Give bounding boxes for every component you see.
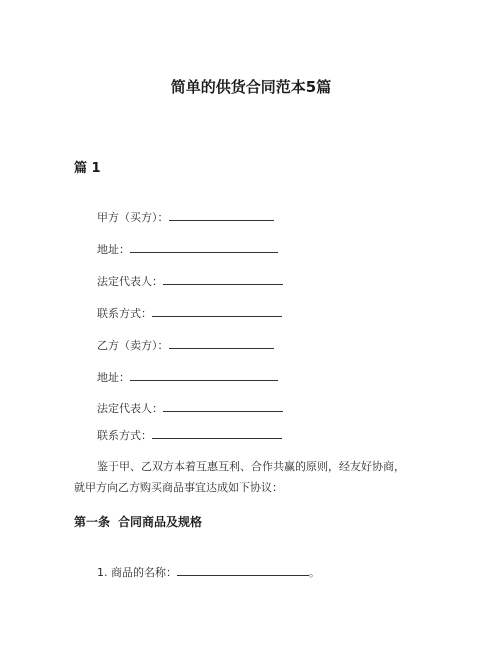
list-item bbox=[97, 564, 320, 581]
fill-blank bbox=[169, 337, 274, 349]
field-label: 联系方式： bbox=[97, 307, 152, 320]
seller-name-field bbox=[97, 337, 274, 354]
intro-line: 就甲方向乙方购买商品事宜达成如下协议： bbox=[74, 481, 283, 494]
document-title: 简单的供货合同范本5篇 bbox=[170, 78, 332, 96]
article-number: 第一条 bbox=[74, 515, 111, 529]
field-label: 甲方（买方）： bbox=[97, 211, 169, 224]
field-label: 乙方（卖方）： bbox=[97, 339, 169, 352]
field-label: 联系方式： bbox=[97, 429, 152, 442]
buyer-representative-field bbox=[97, 273, 283, 290]
section-heading: 篇 1 bbox=[74, 161, 101, 176]
buyer-address-field bbox=[97, 241, 278, 258]
field-label: 法定代表人： bbox=[97, 402, 163, 415]
seller-contact-field bbox=[97, 427, 282, 444]
fill-blank bbox=[163, 273, 283, 285]
fill-blank bbox=[152, 305, 282, 317]
buyer-contact-field bbox=[97, 305, 282, 322]
fill-blank bbox=[152, 427, 282, 439]
seller-representative-field bbox=[97, 400, 283, 417]
field-label: 地址： bbox=[97, 243, 130, 256]
article-heading bbox=[74, 513, 202, 531]
item-label: 商品的名称： bbox=[111, 566, 177, 579]
fill-blank bbox=[163, 400, 283, 412]
item-suffix: 。 bbox=[309, 566, 320, 579]
field-label: 法定代表人： bbox=[97, 275, 163, 288]
fill-blank bbox=[169, 209, 274, 221]
fill-blank bbox=[130, 369, 278, 381]
intro-paragraph bbox=[74, 456, 434, 498]
fill-blank bbox=[130, 241, 278, 253]
intro-line: 鉴于甲、乙双方本着互惠互利、合作共赢的原则，经友好协商， bbox=[97, 460, 405, 473]
item-number: 1. bbox=[97, 566, 108, 579]
seller-address-field bbox=[97, 369, 278, 386]
field-label: 地址： bbox=[97, 371, 130, 384]
article-title: 合同商品及规格 bbox=[118, 515, 203, 529]
buyer-name-field bbox=[97, 209, 274, 226]
fill-blank bbox=[177, 564, 309, 576]
